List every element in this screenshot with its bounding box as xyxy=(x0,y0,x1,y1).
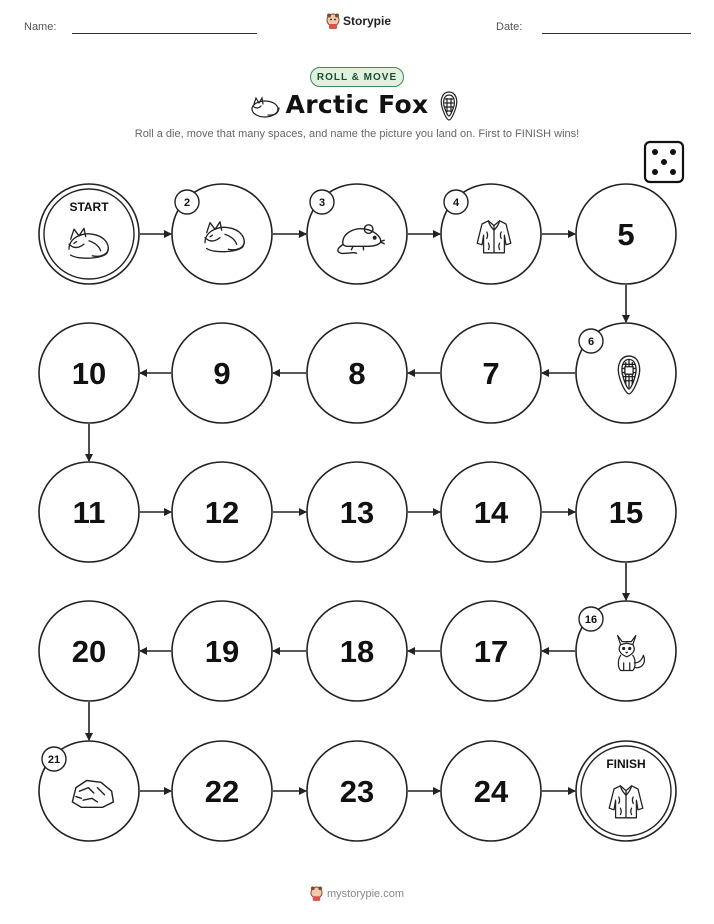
board-space[interactable] xyxy=(172,601,272,701)
name-label: Name: xyxy=(24,21,57,33)
date-label: Date: xyxy=(496,21,523,33)
footer-site: mystorypie.com xyxy=(327,887,405,900)
board-space[interactable] xyxy=(172,184,272,284)
space-number: 6 xyxy=(587,336,595,348)
start-space[interactable] xyxy=(39,184,139,284)
board-space[interactable] xyxy=(307,323,407,423)
board-space[interactable] xyxy=(576,601,676,701)
roll-move-badge: ROLL & MOVE xyxy=(310,67,404,87)
space-number: 23 xyxy=(339,774,375,809)
space-number: 12 xyxy=(204,495,240,530)
board-space[interactable] xyxy=(172,462,272,562)
board-space[interactable] xyxy=(307,462,407,562)
board-space[interactable] xyxy=(39,601,139,701)
board-space[interactable] xyxy=(576,184,676,284)
space-number: 20 xyxy=(71,634,107,669)
board-space[interactable] xyxy=(172,323,272,423)
space-number: 24 xyxy=(473,774,509,809)
space-number: 2 xyxy=(183,197,191,209)
board-space[interactable] xyxy=(441,184,541,284)
board-space[interactable] xyxy=(172,741,272,841)
space-number: 17 xyxy=(473,634,509,669)
space-number: 19 xyxy=(204,634,240,669)
space-number: 7 xyxy=(482,356,500,391)
space-number: 16 xyxy=(584,614,598,626)
space-label: START xyxy=(69,200,109,214)
space-number: 4 xyxy=(452,197,460,209)
storypie-footer-icon xyxy=(310,886,323,901)
page-title: Arctic Fox xyxy=(285,90,429,119)
space-number: 11 xyxy=(72,495,106,530)
board-space[interactable] xyxy=(39,323,139,423)
instructions-text: Roll a die, move that many spaces, and name the picture you land on. First to FINISH wins! xyxy=(134,128,580,140)
finish-space[interactable] xyxy=(576,741,676,841)
board-space[interactable] xyxy=(39,462,139,562)
board-space[interactable] xyxy=(441,601,541,701)
space-number: 15 xyxy=(608,495,644,530)
space-number: 21 xyxy=(47,754,61,766)
board-space[interactable] xyxy=(576,462,676,562)
brand-name: Storypie xyxy=(343,14,392,28)
board-space[interactable] xyxy=(441,323,541,423)
space-label: FINISH xyxy=(606,757,646,771)
space-number: 9 xyxy=(213,356,231,391)
board-space[interactable] xyxy=(307,601,407,701)
board-space[interactable] xyxy=(441,741,541,841)
space-number: 3 xyxy=(318,197,326,209)
board-space[interactable] xyxy=(307,741,407,841)
board-space[interactable] xyxy=(576,323,676,423)
space-number: 5 xyxy=(617,217,635,252)
footer xyxy=(310,886,404,901)
space-number: 22 xyxy=(204,774,240,809)
space-number: 18 xyxy=(339,634,375,669)
space-number: 10 xyxy=(71,356,107,391)
board-space[interactable] xyxy=(39,741,139,841)
space-number: 13 xyxy=(339,495,375,530)
space-number: 14 xyxy=(473,495,509,530)
space-number: 8 xyxy=(348,356,366,391)
board-space[interactable] xyxy=(307,184,407,284)
board-space[interactable] xyxy=(441,462,541,562)
